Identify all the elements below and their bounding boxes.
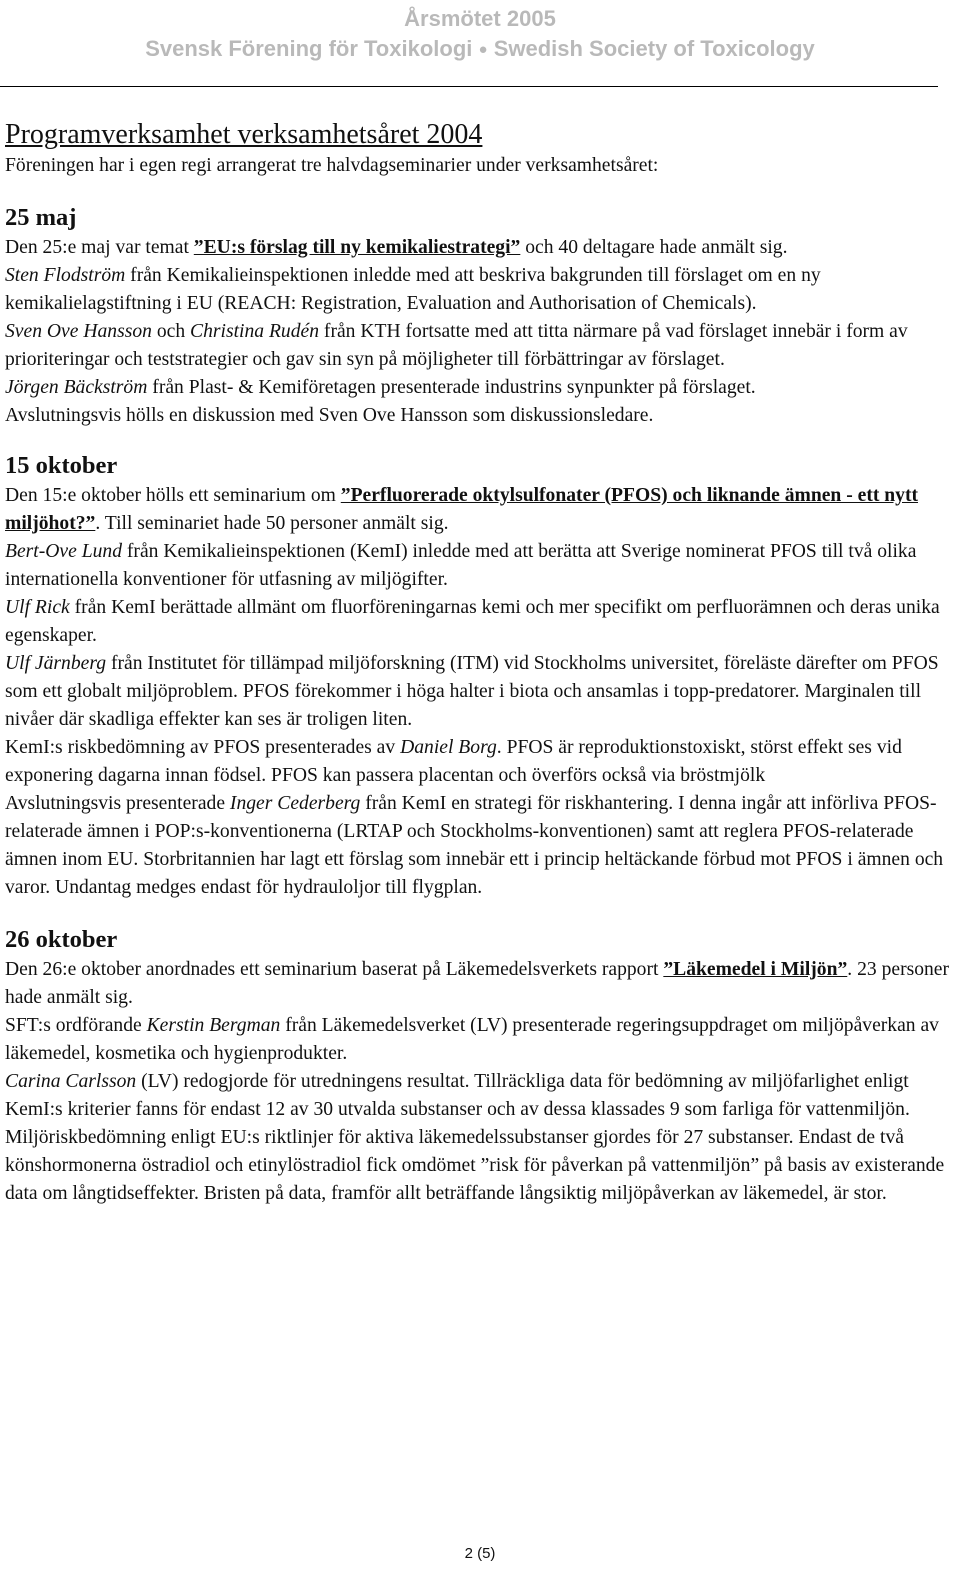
seminar-paragraph — [5, 734, 955, 790]
speaker-name: Ulf Rick — [5, 597, 70, 618]
speaker-name: Carina Carlsson — [5, 1071, 137, 1092]
text-run: från Kemikalieinspektionen (KemI) inledde med att berätta att Sverige nominerat PFOS till två olika internationella konventioner för utfasning av miljögifter. — [5, 541, 917, 590]
seminar-paragraph — [5, 790, 955, 902]
seminar-paragraph: Avslutningsvis hölls en diskussion med Sven Ove Hansson som diskussionsledare. — [5, 405, 654, 426]
text-run: Den 26:e oktober anordnades ett seminarium baserat på Läkemedelsverkets rapport — [5, 959, 664, 980]
speaker-name: Ulf Järnberg — [5, 653, 107, 674]
header-society-en: Swedish Society of Toxicology — [493, 36, 815, 61]
text-run: från Institutet för tillämpad miljöforskning (ITM) vid Stockholms universitet, föreläste därefter om PFOS som ett globalt miljöproblem. PFOS förekommer i höga halter i biota och ansamlas i topp-predatorer. Marginalen till nivåer där skadliga effekter kan ses är troligen liten. — [5, 653, 939, 730]
text-run: (LV) redogjorde för utredningens resultat. Tillräckliga data för bedömning av miljöfarlighet enligt KemI:s kriterier fanns för endast 12 av 30 utvalda substanser och av dessa klassades 9 som farliga för vattenmiljön. Miljöriskbedömning enligt EU:s riktlinjer för aktiva läkemedelssubstanser gjordes för 27 substanser. Endast de två könshormonerna östradiol och etinylöstradiol fick omdömet ”risk för påverkan på vattenmiljön” på basis av existerande data om långtidseffekter. Bristen på data, framför allt beträffande långsiktig miljöpåverkan av läkemedel, är stor. — [5, 1071, 945, 1204]
text-run: Avslutningsvis presenterade — [5, 793, 230, 814]
seminar-paragraph — [5, 482, 955, 538]
speaker-name: Bert-Ove Lund — [5, 541, 122, 562]
text-run: Den 15:e oktober hölls ett seminarium om — [5, 485, 341, 506]
text-run: från Plast- & Kemiföretagen presenterade industrins synpunkter på förslaget. — [147, 377, 756, 398]
speaker-name: Jörgen Bäckström — [5, 377, 148, 398]
seminar-paragraph — [5, 1068, 955, 1208]
seminar-paragraph — [5, 538, 955, 594]
header-society-sv: Svensk Förening för Toxikologi — [145, 36, 473, 61]
bullet-separator-icon: ● — [478, 41, 488, 58]
seminar-paragraph — [5, 234, 955, 262]
seminar-october-26 — [5, 924, 955, 1208]
speaker-name: Sven Ove Hansson — [5, 321, 152, 342]
seminar-paragraph — [5, 318, 955, 374]
intro-text: Föreningen har i egen regi arrangerat tre halvdagseminarier under verksamhetsåret: — [5, 155, 659, 176]
seminar-topic: ”EU:s förslag till ny kemikaliestrategi” — [193, 237, 521, 258]
text-run: och — [151, 321, 191, 342]
seminar-date-heading: 25 maj — [5, 204, 77, 231]
text-run: från Kemikalieinspektionen inledde med att beskriva bakgrunden till förslaget om en ny kemikalielagstiftning i EU (REACH: Registration, Evaluation and Authorisation of Chemicals). — [5, 265, 821, 314]
header-title: Årsmötet 2005 — [404, 6, 556, 31]
text-run: Den 25:e maj var temat — [5, 237, 194, 258]
seminar-paragraph — [5, 594, 955, 650]
speaker-name: Inger Cederberg — [229, 793, 361, 814]
seminar-date-heading: 26 oktober — [5, 926, 118, 953]
text-run: KemI:s riskbedömning av PFOS presenterades av — [5, 737, 401, 758]
speaker-name: Daniel Borg — [400, 737, 497, 758]
seminar-may — [5, 202, 955, 430]
seminar-paragraph — [5, 1012, 955, 1068]
text-run: från KTH fortsatte med att titta närmare på vad förslaget innebär i form av prioriteringar och teststrategier och gav sin syn på möjligheter till förbättringar av förslaget. — [5, 321, 908, 370]
page-number: 2 (5) — [464, 1545, 496, 1562]
text-run: från KemI en strategi för riskhantering. I denna ingår att införliva PFOS-relaterade ämnen i POP:s-konventionerna (LRTAP och Stockholms-konventionen) samt att reglera PFOS-relaterade ämnen inom EU. Storbritannien har lagt ett förslag som innebär ett i princip heltäckande förbud mot PFOS i ämnen och varor. Undantag medges endast för hydrauloljor till flygplan. — [5, 793, 944, 898]
seminar-paragraph — [5, 956, 955, 1012]
seminar-paragraph — [5, 650, 955, 734]
seminar-topic: ”Perfluorerade oktylsulfonater (PFOS) och liknande ämnen - ett nytt miljöhot?” — [5, 485, 919, 534]
seminar-october-15 — [5, 450, 955, 902]
text-run: . 23 personer hade anmält sig. — [5, 959, 950, 1008]
text-run: och 40 deltagare hade anmält sig. — [520, 237, 788, 258]
header-divider — [0, 86, 938, 87]
page-title: Programverksamhet verksamhetsåret 2004 — [5, 119, 483, 150]
seminar-topic: ”Läkemedel i Miljön” — [663, 959, 848, 980]
text-run: . PFOS är reproduktionstoxiskt, störst effekt ses vid exponering dagarna innan födsel. PFOS kan passera placentan och överförs också via bröstmjölk — [5, 737, 902, 786]
text-run: SFT:s ordförande — [5, 1015, 147, 1036]
seminar-date-heading: 15 oktober — [5, 452, 118, 479]
speaker-name: Christina Rudén — [190, 321, 320, 342]
text-run: . Till seminariet hade 50 personer anmält sig. — [95, 513, 449, 534]
seminar-paragraph — [5, 374, 955, 402]
seminar-paragraph — [5, 262, 955, 318]
document-body — [5, 118, 955, 1208]
text-run: från KemI berättade allmänt om fluorföreningarnas kemi och mer specifikt om perfluorämnen och deras unika egenskaper. — [5, 597, 940, 646]
header-society — [0, 34, 960, 65]
page-header — [0, 4, 960, 65]
speaker-name: Kerstin Bergman — [146, 1015, 281, 1036]
text-run: från Läkemedelsverket (LV) presenterade regeringsuppdraget om miljöpåverkan av läkemedel, kosmetika och hygienprodukter. — [5, 1015, 939, 1064]
speaker-name: Sten Flodström — [5, 265, 126, 286]
